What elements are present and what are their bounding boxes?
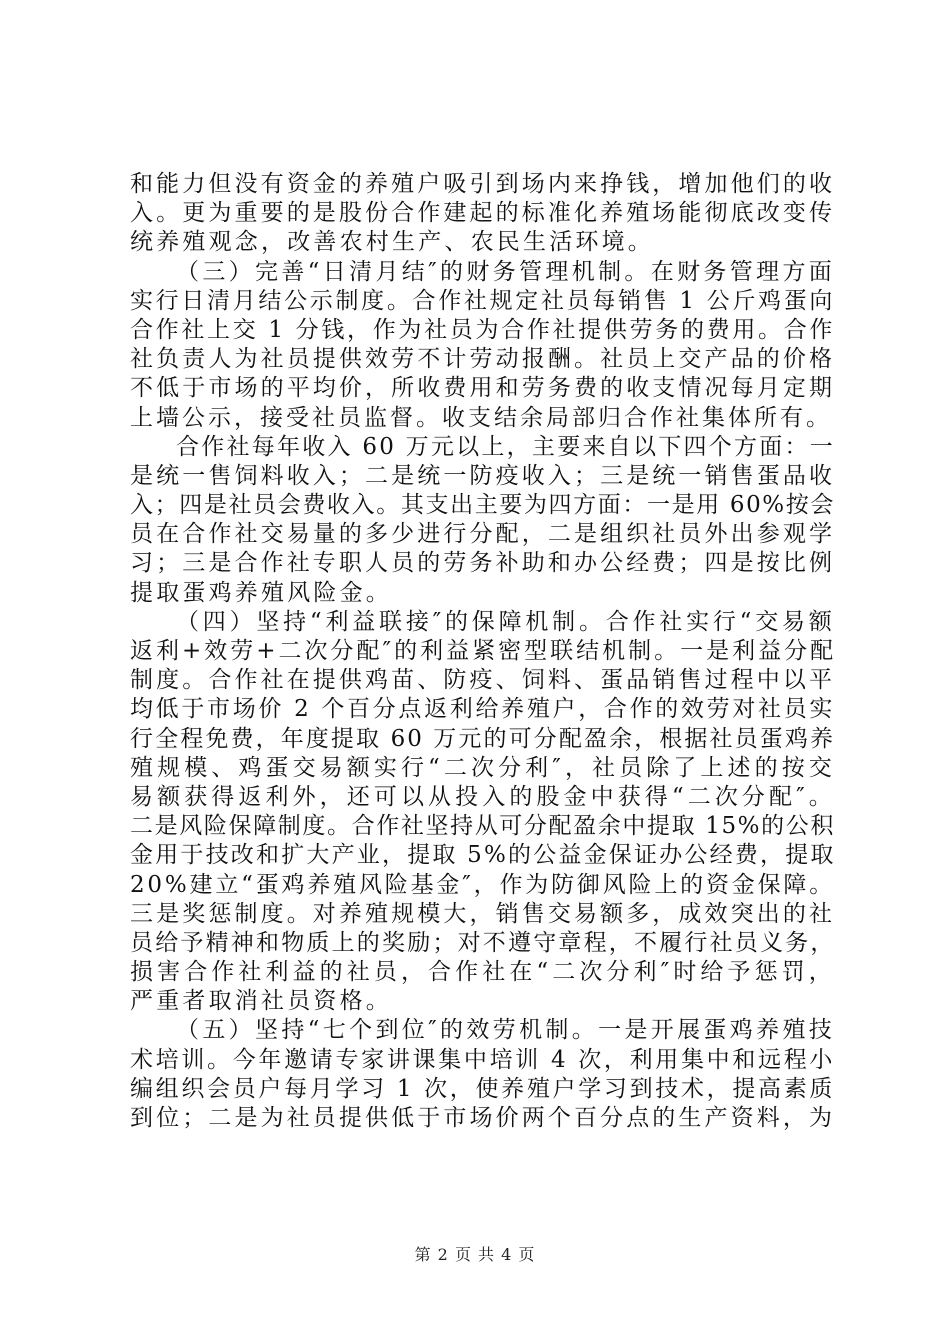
text-line: 员在合作社交易量的多少进行分配，二是组织社员外出参观学 <box>130 521 835 548</box>
text-line: 统养殖观念，改善农村生产、农民生活环境。 <box>130 229 654 256</box>
text-line: 合作社上交 1 分钱，作为社员为合作社提供劳务的费用。合作 <box>130 316 835 343</box>
text-line: 返利+效劳+二次分配″的利益紧密型联结机制。一是利益分配 <box>130 638 837 664</box>
document-body <box>130 170 835 1133</box>
paragraph-first-line: （五）坚持“七个到位″的效劳机制。一是开展蛋鸡养殖技 <box>176 1017 835 1044</box>
text-line: 严重者取消社员资格。 <box>130 988 392 1015</box>
text-line: 术培训。今年邀请专家讲课集中培训 4 次，利用集中和远程小 <box>130 1046 835 1073</box>
text-line: 到位；二是为社员提供低于市场价两个百分点的生产资料，为 <box>130 1105 835 1131</box>
text-line: 是统一售饲料收入；二是统一防疫收入；三是统一销售蛋品收 <box>130 462 835 489</box>
paragraph-first-line: （四）坚持“利益联接″的保障机制。合作社实行“交易额 <box>176 608 835 635</box>
text-line: 损害合作社利益的社员，合作社在“二次分利″时给予惩罚， <box>130 959 835 986</box>
text-line: 入；四是社员会费收入。其支出主要为四方面：一是用 60%按会 <box>130 492 835 519</box>
paragraph-first-line: （三）完善“日清月结″的财务管理机制。在财务管理方面 <box>176 258 835 285</box>
text-line: 二是风险保障制度。合作社坚持从可分配盈余中提取 15%的公积 <box>130 813 835 840</box>
text-line: 殖规模、鸡蛋交易额实行“二次分利″，社员除了上述的按交 <box>130 754 835 781</box>
text-line: 均低于市场价 2 个百分点返利给养殖户，合作的效劳对社员实 <box>130 696 835 723</box>
text-line: 上墙公示，接受社员监督。收支结余局部归合作社集体所有。 <box>130 404 832 431</box>
text-line: 金用于技改和扩大产业，提取 5%的公益金保证办公经费，提取 <box>130 842 836 869</box>
page-number-footer: 第 2 页 共 4 页 <box>414 1245 536 1264</box>
text-line: 社负责人为社员提供效劳不计劳动报酬。社员上交产品的价格 <box>130 346 835 373</box>
text-line: 不低于市场的平均价，所收费用和劳务费的收支情况每月定期 <box>130 375 835 402</box>
text-line: 和能力但没有资金的养殖户吸引到场内来挣钱，增加他们的收 <box>130 171 835 197</box>
text-line: 实行日清月结公示制度。合作社规定社员每销售 1 公斤鸡蛋向 <box>130 287 835 314</box>
text-line: 习；三是合作社专职人员的劳务补助和办公经费；四是按比例 <box>130 550 835 577</box>
text-line: 提取蛋鸡养殖风险金。 <box>130 579 392 606</box>
text-line: 编组织会员户每月学习 1 次，使养殖户学习到技术，提高素质 <box>130 1075 835 1102</box>
text-line: 三是奖惩制度。对养殖规模大，销售交易额多，成效突出的社 <box>130 900 835 927</box>
text-line: 制度。合作社在提供鸡苗、防疫、饲料、蛋品销售过程中以平 <box>130 667 835 694</box>
text-line: 易额获得返利外，还可以从投入的股金中获得“二次分配″。 <box>130 783 835 810</box>
text-line: 行全程免费，年度提取 60 万元的可分配盈余，根据社员蛋鸡养 <box>130 725 835 752</box>
paragraph-first-line: 合作社每年收入 60 万元以上，主要来自以下四个方面：一 <box>176 433 835 460</box>
text-line: 入。更为重要的是股份合作建起的标准化养殖场能彻底改变传 <box>130 200 835 227</box>
text-line: 员给予精神和物质上的奖励；对不遵守章程，不履行社员义务， <box>130 929 836 956</box>
text-line: 20%建立“蛋鸡养殖风险基金″，作为防御风险上的资金保障。 <box>130 871 835 898</box>
